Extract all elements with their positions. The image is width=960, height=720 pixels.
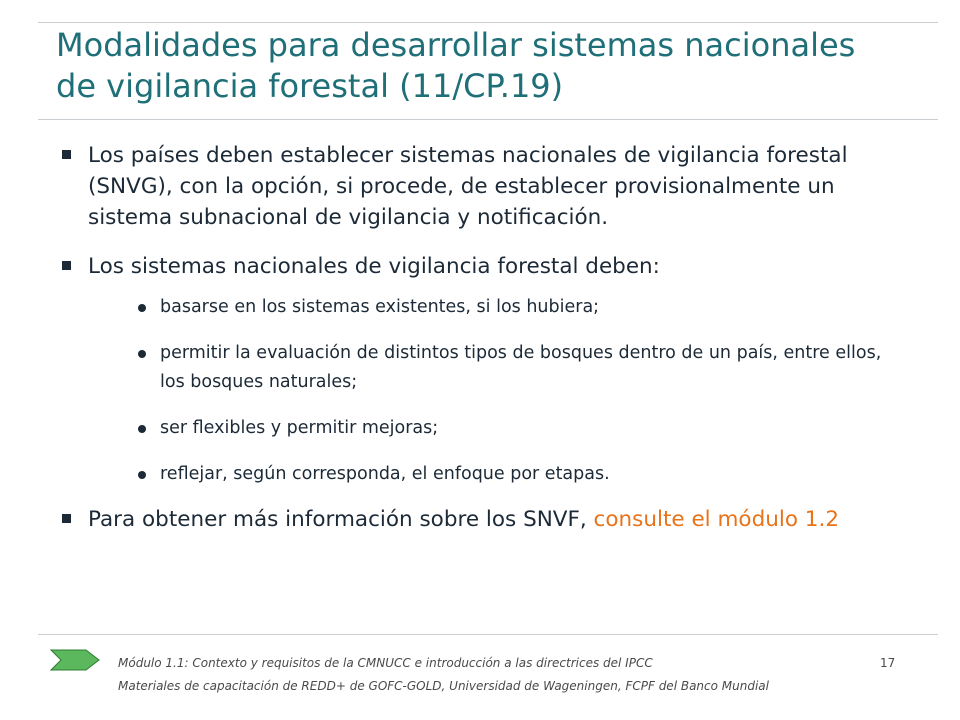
sub-bullet-2 [62, 339, 902, 397]
square-bullet-icon [62, 261, 71, 270]
footer-line-1: Módulo 1.1: Contexto y requisitos de la CMNUCC e introducción a las directrices del IPCC [118, 656, 653, 670]
title-line-2: de vigilancia forestal (11/CP.19) [56, 67, 564, 105]
footer-rule [38, 634, 938, 635]
bullet-2 [62, 251, 902, 282]
bullet-3-text: Para obtener más información sobre los SNVF, [88, 507, 594, 532]
bullet-1 [62, 140, 902, 233]
slide-title [56, 25, 936, 107]
page-number: 17 [880, 656, 896, 670]
module-1-2-link[interactable]: consulte el módulo 1.2 [593, 507, 840, 532]
round-bullet-icon [138, 425, 146, 433]
footer-line-2: Materiales de capacitación de REDD+ de GOFC-GOLD, Universidad de Wageningen, FCPF del Banco Mundial [118, 679, 769, 693]
bullet-3 [62, 504, 902, 535]
title-divider [38, 119, 938, 120]
round-bullet-icon [138, 350, 146, 358]
sub-bullet-3-text: ser flexibles y permitir mejoras; [160, 418, 439, 438]
bullet-1-text: Los países deben establecer sistemas nacionales de vigilancia forestal (SNVG), con la opción, si procede, de establecer provisionalmente un sistema subnacional de vigilancia y notificación. [88, 143, 848, 230]
sub-bullet-3 [62, 414, 902, 443]
arrow-right-icon [50, 649, 100, 671]
sub-bullet-1-text: basarse en los sistemas existentes, si los hubiera; [160, 297, 600, 317]
round-bullet-icon [138, 304, 146, 312]
bullet-2-text: Los sistemas nacionales de vigilancia forestal deben: [88, 254, 660, 279]
round-bullet-icon [138, 471, 146, 479]
sub-bullet-4-text: reflejar, según corresponda, el enfoque por etapas. [160, 464, 610, 484]
sub-bullet-2-text: permitir la evaluación de distintos tipos de bosques dentro de un país, entre ellos, los bosques naturales; [160, 343, 882, 392]
footer-credits [118, 652, 769, 698]
sub-bullet-4 [62, 460, 902, 489]
square-bullet-icon [62, 514, 71, 523]
square-bullet-icon [62, 150, 71, 159]
title-line-1: Modalidades para desarrollar sistemas nacionales [56, 26, 856, 64]
slide-body [62, 140, 902, 535]
top-rule [38, 22, 938, 23]
sub-bullet-1 [62, 293, 902, 322]
